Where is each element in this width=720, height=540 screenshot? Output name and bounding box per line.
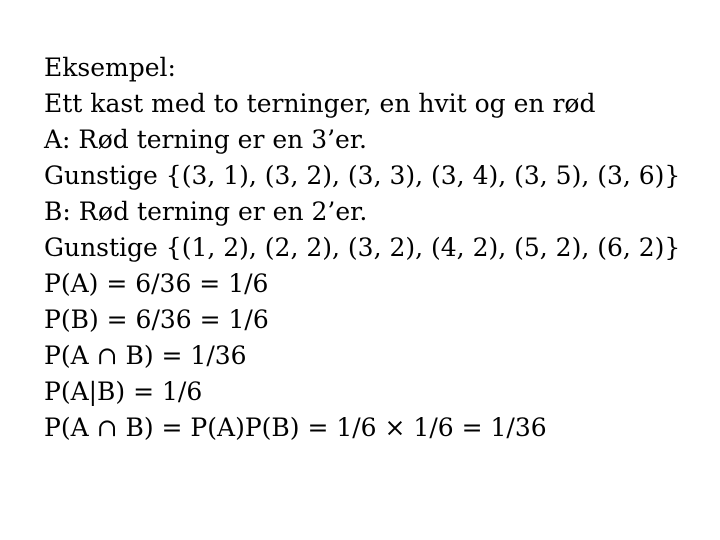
formula-p-a-and-b: P(A ∩ B) = 1/36 (44, 341, 247, 370)
formula-p-a: P(A) = 6/36 = 1/6 (44, 269, 269, 298)
text-event-b: B: Rød terning er en 2’er. (44, 197, 368, 226)
formula-p-a-given-b: P(A|B) = 1/6 (44, 377, 203, 406)
formula-p-b: P(B) = 6/36 = 1/6 (44, 305, 269, 334)
heading-eksempel: Eksempel: (44, 53, 176, 82)
text-favorable-outcomes-b: Gunstige {(1, 2), (2, 2), (3, 2), (4, 2), (5, 2), (6, 2)} (44, 233, 681, 262)
text-favorable-outcomes-a: Gunstige {(3, 1), (3, 2), (3, 3), (3, 4), (3, 5), (3, 6)} (44, 161, 681, 190)
text-event-a: A: Rød terning er en 3’er. (44, 125, 367, 154)
text-experiment-description: Ett kast med to terninger, en hvit og en rød (44, 89, 596, 118)
formula-independence: P(A ∩ B) = P(A)P(B) = 1/6 × 1/6 = 1/36 (44, 413, 547, 442)
